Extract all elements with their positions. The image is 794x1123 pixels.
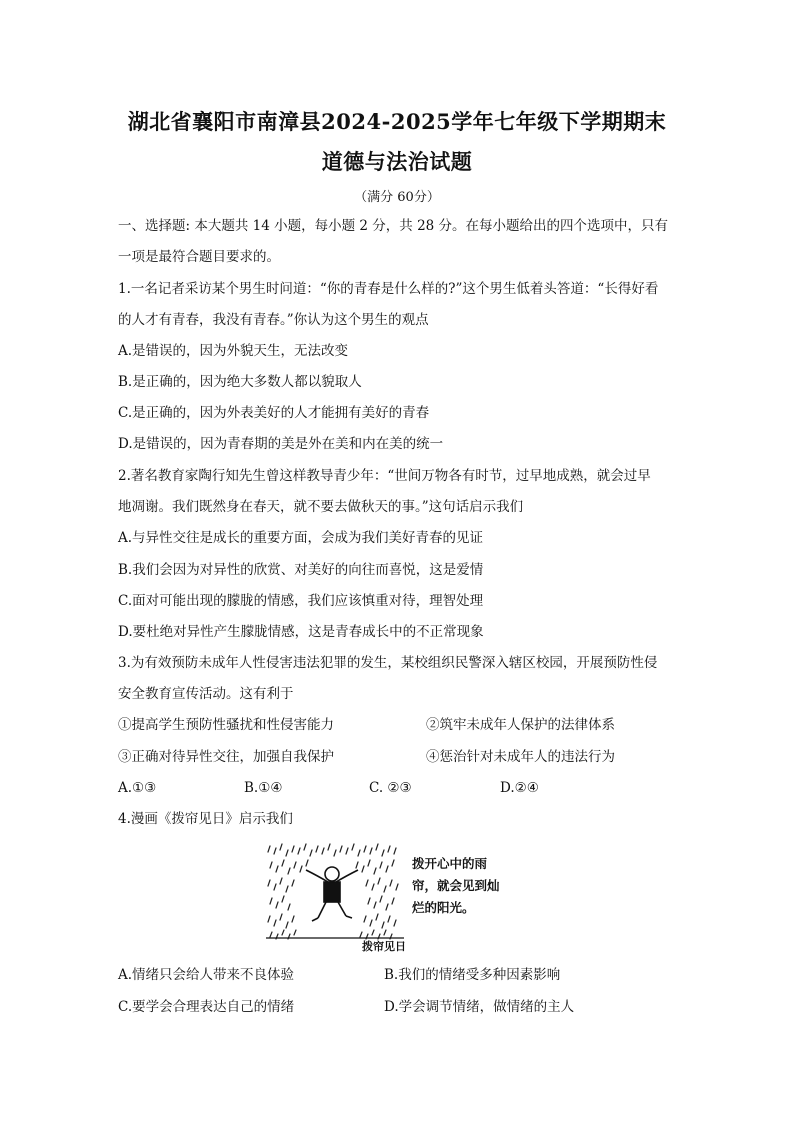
q3-statement-4: ④惩治针对未成年人的违法行为 (426, 749, 615, 765)
q3-statement-2: ②筑牢未成年人保护的法律体系 (426, 717, 615, 733)
q1-stem-line2: 的人才有青春，我没有青春。”你认为这个男生的观点 (118, 312, 429, 328)
q3-option-d: D.②④ (500, 780, 539, 796)
q4-option-a: A.情绪只会给人带来不良体验 (118, 967, 295, 983)
q4-option-c: C.要学会合理表达自己的情绪 (118, 999, 295, 1015)
q3-statement-1: ①提高学生预防性骚扰和性侵害能力 (118, 717, 334, 733)
q3-stem-line2: 安全教育宣传活动。这有利于 (118, 686, 294, 702)
q1-option-d: D.是错误的，因为青春期的美是外在美和内在美的统一 (118, 436, 444, 452)
cartoon-text-line2: 帘，就会见到灿 (412, 878, 500, 893)
q1-option-a: A.是错误的，因为外貌天生，无法改变 (118, 343, 349, 359)
section-instruction-line2: 一项是最符合题目要求的。 (118, 249, 280, 265)
exam-title-line2: 道德与法治试题 (321, 149, 473, 174)
q3-option-a: A.①③ (118, 780, 157, 796)
q4-stem: 4.漫画《拨帘见日》启示我们 (118, 811, 293, 827)
q3-statement-3: ③正确对待异性交往，加强自我保护 (118, 749, 334, 765)
q3-option-c: C. ②③ (369, 780, 412, 796)
cartoon-caption: 拨帘见日 (362, 940, 406, 953)
q3-stem-line1: 3.为有效预防未成年人性侵害违法犯罪的发生，某校组织民警深入辖区校园，开展预防性侵 (118, 655, 658, 671)
q4-option-b: B.我们的情绪受多种因素影响 (384, 967, 561, 983)
q2-stem-line1: 2.著名教育家陶行知先生曾这样教导青少年：“世间万物各有时节，过早地成熟，就会过早 (118, 468, 651, 484)
cartoon-text-line1: 拨开心中的雨 (412, 856, 488, 871)
q3-option-b: B.①④ (244, 780, 283, 796)
q1-option-b: B.是正确的，因为绝大多数人都以貌取人 (118, 374, 362, 390)
q4-option-d: D.学会调节情绪，做情绪的主人 (384, 999, 575, 1015)
cartoon-image (262, 838, 534, 954)
q2-option-b: B.我们会因为对异性的欣赏、对美好的向往而喜悦，这是爱情 (118, 562, 484, 578)
section-instruction-line1: 一、选择题: 本大题共 14 小题，每小题 2 分，共 28 分。在每小题给出的四个选项中，只有 (118, 218, 669, 234)
child-figure-drawing (306, 867, 358, 921)
full-score-note: （满分 60分） (354, 190, 440, 205)
exam-title-line1: 湖北省襄阳市南漳县2024-2025学年七年级下学期期末 (127, 109, 667, 134)
q2-option-a: A.与异性交往是成长的重要方面，会成为我们美好青春的见证 (118, 530, 484, 546)
q2-option-d: D.要杜绝对异性产生朦胧情感，这是青春成长中的不正常现象 (118, 624, 484, 640)
q1-option-c: C.是正确的，因为外表美好的人才能拥有美好的青春 (118, 405, 430, 421)
q2-stem-line2: 地凋谢。我们既然身在春天，就不要去做秋天的事。”这句话启示我们 (118, 499, 524, 515)
q1-stem-line1: 1.一名记者采访某个男生时问道：“你的青春是什么样的?”这个男生低着头答道：“长得好看 (118, 281, 659, 297)
cartoon-text-line3: 烂的阳光。 (412, 900, 475, 915)
q2-option-c: C.面对可能出现的朦胧的情感，我们应该慎重对待，理智处理 (118, 593, 484, 609)
